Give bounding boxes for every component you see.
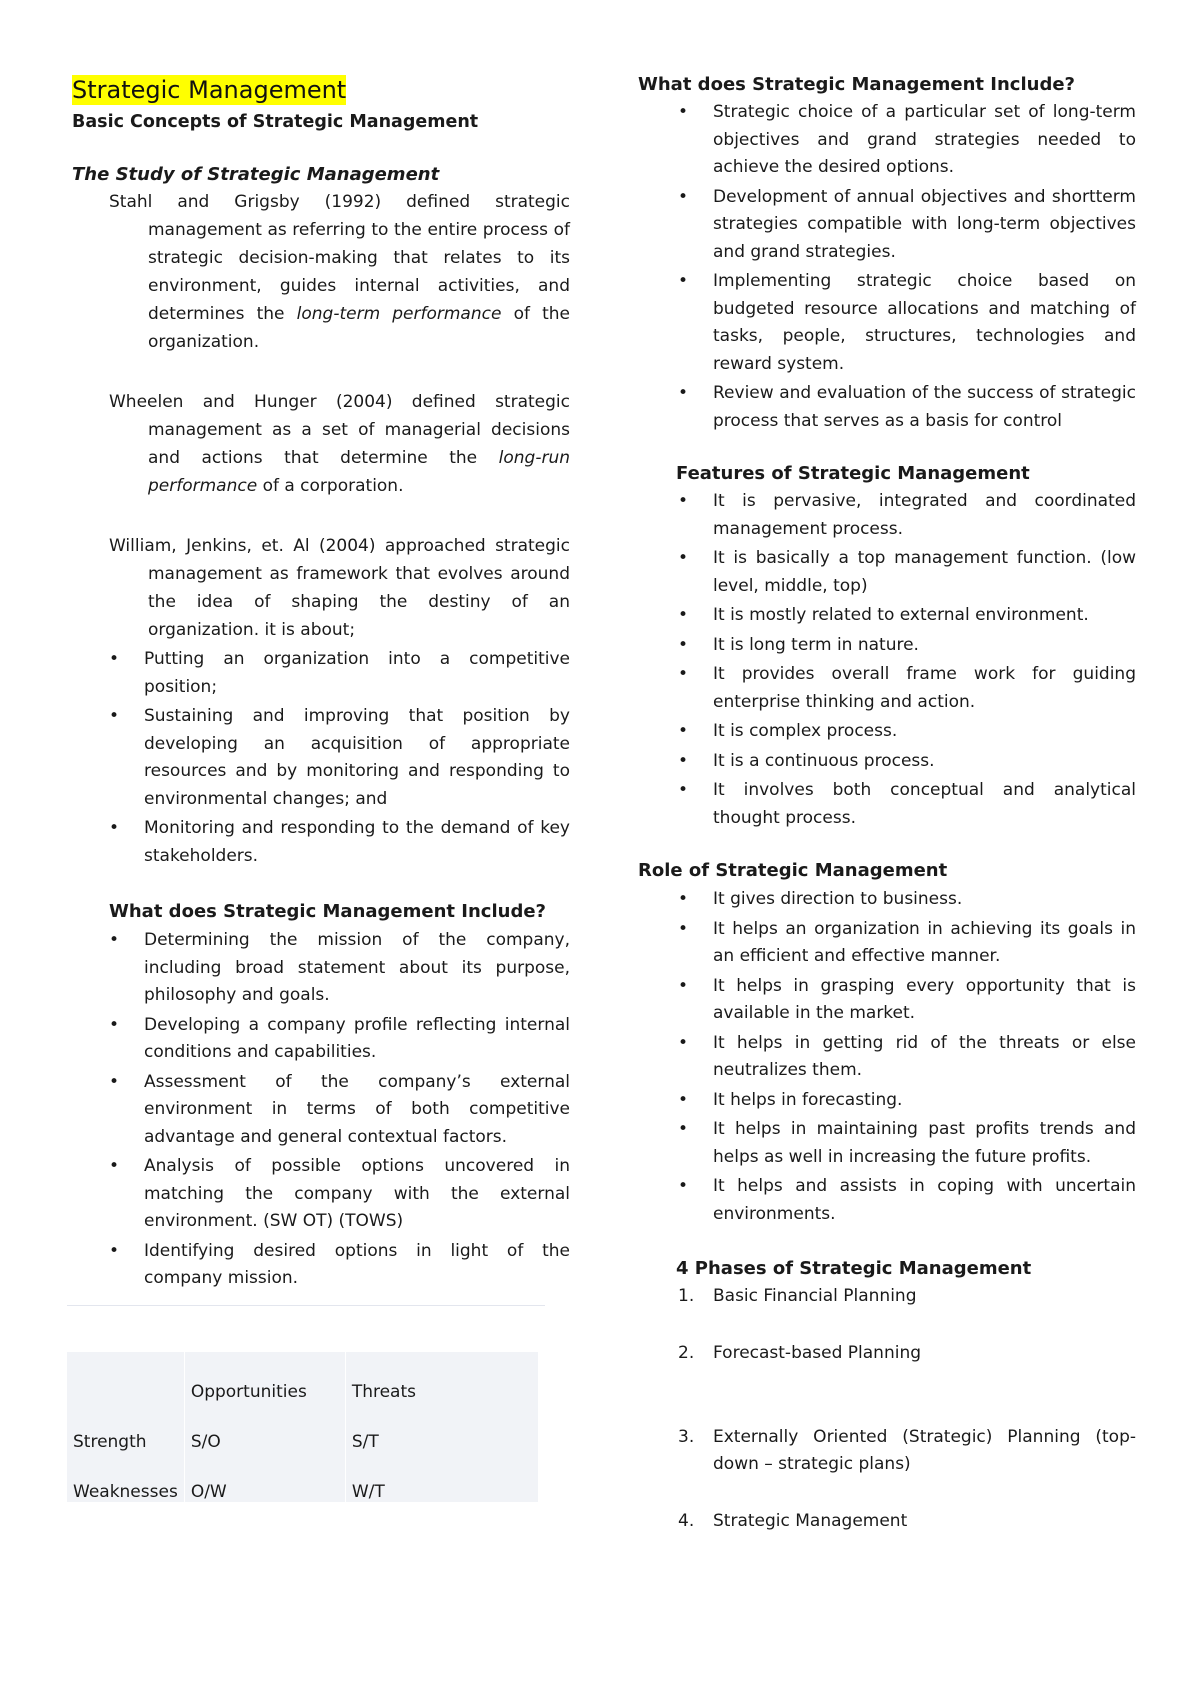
definition-wheelen: Wheelen and Hunger (2004) defined strategic management as a set of managerial decisions and actions that determine the long-run performance of a corporation. bbox=[109, 392, 570, 496]
list-item: • It is pervasive, integrated and coordinated management process. bbox=[678, 488, 1136, 543]
definition-stahl: Stahl and Grigsby (1992) defined strategic management as referring to the entire process of strategic decision-making that relates to its environment, guides internal activities, and determines the long-term performance of the organization. bbox=[109, 192, 570, 352]
list-item: • It helps in forecasting. bbox=[678, 1087, 1136, 1115]
list-item: • It involves both conceptual and analytical thought process. bbox=[678, 777, 1136, 832]
table-cell bbox=[67, 1352, 184, 1402]
right-column bbox=[638, 70, 1136, 1535]
list-item: • Developing a company profile reflecting internal conditions and capabilities. bbox=[109, 1012, 570, 1067]
list-item: • Monitoring and responding to the demand of key stakeholders. bbox=[109, 815, 570, 870]
list-item: • It is complex process. bbox=[678, 718, 1136, 746]
list-item: • It is mostly related to external environment. bbox=[678, 602, 1136, 630]
include-list-left bbox=[109, 927, 570, 1293]
table-cell: W/T bbox=[345, 1452, 538, 1502]
list-item: • It is basically a top management function. (low level, middle, top) bbox=[678, 545, 1136, 600]
study-heading: The Study of Strategic Management bbox=[72, 164, 440, 185]
list-item: • Sustaining and improving that position by developing an acquisition of appropriate resources and by monitoring and responding to environmental changes; and bbox=[109, 703, 570, 813]
table-row bbox=[67, 1352, 538, 1402]
list-item: • Assessment of the company’s external environment in terms of both competitive advantage and general contextual factors. bbox=[109, 1069, 570, 1152]
include-list-right bbox=[678, 99, 1136, 435]
role-heading: Role of Strategic Management bbox=[638, 860, 948, 881]
row-label: Strength bbox=[67, 1402, 184, 1452]
list-item: • Determining the mission of the company, including broad statement about its purpose, philosophy and goals. bbox=[109, 927, 570, 1010]
features-heading: Features of Strategic Management bbox=[676, 463, 1030, 484]
list-item: • It helps in maintaining past profits trends and helps as well in increasing the future profits. bbox=[678, 1116, 1136, 1171]
document-subtitle: Basic Concepts of Strategic Management bbox=[72, 112, 479, 132]
table-header: Opportunities bbox=[184, 1352, 345, 1402]
table-header: Threats bbox=[345, 1352, 538, 1402]
list-item: • It gives direction to business. bbox=[678, 886, 1136, 914]
features-list bbox=[678, 488, 1136, 832]
list-item: • Review and evaluation of the success of strategic process that serves as a basis for control bbox=[678, 380, 1136, 435]
list-item: • It helps in grasping every opportunity that is available in the market. bbox=[678, 973, 1136, 1028]
list-item: 4. Strategic Management bbox=[678, 1511, 908, 1531]
list-item: • It helps an organization in achieving its goals in an efficient and effective manner. bbox=[678, 916, 1136, 971]
list-item: • It is long term in nature. bbox=[678, 632, 1136, 660]
swot-matrix bbox=[67, 1352, 538, 1502]
definition-william: William, Jenkins, et. Al (2004) approached strategic management as framework that evolves around the idea of shaping the destiny of an organization. it is about; bbox=[109, 536, 570, 640]
list-item: • Development of annual objectives and shortterm strategies compatible with long-term objectives and grand strategies. bbox=[678, 184, 1136, 267]
divider bbox=[67, 1305, 545, 1306]
left-column bbox=[72, 70, 570, 1502]
include-heading-right: What does Strategic Management Include? bbox=[638, 74, 1075, 95]
list-item: • Putting an organization into a competitive position; bbox=[109, 646, 570, 701]
list-item: 2. Forecast-based Planning bbox=[678, 1343, 922, 1363]
list-item: • It is a continuous process. bbox=[678, 748, 1136, 776]
phases-heading: 4 Phases of Strategic Management bbox=[676, 1258, 1032, 1279]
list-item: • It helps and assists in coping with uncertain environments. bbox=[678, 1173, 1136, 1228]
table-row bbox=[67, 1452, 538, 1502]
document-title: Strategic Management bbox=[72, 76, 347, 104]
list-item: 3. Externally Oriented (Strategic) Planning (top-down – strategic plans) bbox=[678, 1427, 1136, 1474]
list-item: • Identifying desired options in light of the company mission. bbox=[109, 1238, 570, 1293]
table-cell: O/W bbox=[184, 1452, 345, 1502]
list-item: 1. Basic Financial Planning bbox=[678, 1286, 917, 1306]
role-list bbox=[678, 886, 1136, 1228]
about-list bbox=[109, 646, 570, 870]
row-label: Weaknesses bbox=[67, 1452, 184, 1502]
phases-list bbox=[678, 1283, 1136, 1535]
table-row bbox=[67, 1402, 538, 1452]
list-item: • It provides overall frame work for guiding enterprise thinking and action. bbox=[678, 661, 1136, 716]
list-item: • Strategic choice of a particular set of long-term objectives and grand strategies needed to achieve the desired options. bbox=[678, 99, 1136, 182]
table-cell: S/T bbox=[345, 1402, 538, 1452]
list-item: • Analysis of possible options uncovered in matching the company with the external environment. (SW OT) (TOWS) bbox=[109, 1153, 570, 1236]
table-cell: S/O bbox=[184, 1402, 345, 1452]
list-item: • It helps in getting rid of the threats or else neutralizes them. bbox=[678, 1030, 1136, 1085]
list-item: • Implementing strategic choice based on budgeted resource allocations and matching of tasks, people, structures, technologies and reward system. bbox=[678, 268, 1136, 378]
include-heading-left: What does Strategic Management Include? bbox=[109, 901, 546, 922]
